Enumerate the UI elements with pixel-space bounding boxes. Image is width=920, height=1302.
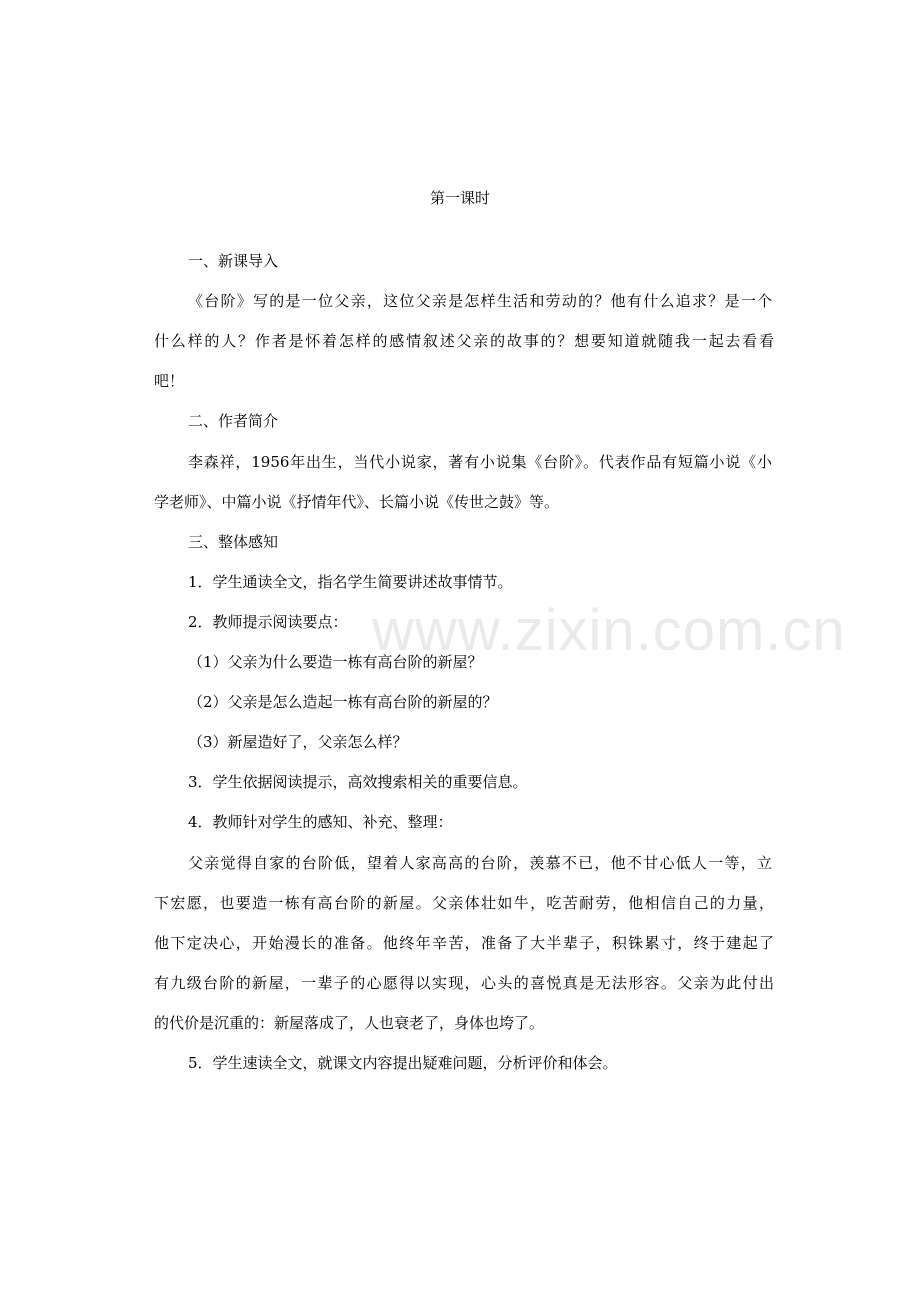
paragraph-line: 下宏愿，也要造一栋有高台阶的新屋。父亲体壮如牛，吃苦耐劳，他相信自己的力量， [154,894,774,912]
sub-list-item: （2）父亲是怎么造起一栋有高台阶的新屋的？ [188,693,498,711]
watermark: www.zixin.com.cn [372,598,846,663]
paragraph-line: 有九级台阶的新屋，一辈子的心愿得以实现，心头的喜悦真是无法形容。父亲为此付出 [154,974,774,992]
paragraph-line: 学老师》、中篇小说《抒情年代》、长篇小说《传世之鼓》等。 [154,493,560,511]
paragraph-line: 《台阶》写的是一位父亲，这位父亲是怎样生活和劳动的？他有什么追求？是一个 [188,292,772,310]
list-item: 3．学生依据阅读提示，高效搜索相关的重要信息。 [188,773,528,791]
paragraph-line: 父亲觉得自家的台阶低，望着人家高高的台阶，羡慕不已，他不甘心低人一等，立 [188,854,772,872]
list-item: 4．教师针对学生的感知、补充、整理： [188,813,453,831]
sub-list-item: （3）新屋造好了，父亲怎么样？ [188,733,408,751]
list-item: 2．教师提示阅读要点： [188,613,348,631]
sub-list-item: （1）父亲为什么要造一栋有高台阶的新屋？ [188,653,483,671]
heading-author: 二、作者简介 [188,412,279,430]
heading-intro: 一、新课导入 [188,252,279,270]
paragraph-line: 李森祥，1956年出生，当代小说家，著有小说集《台阶》。代表作品有短篇小说《小 [188,453,772,471]
page-title: 第一课时 [429,189,490,207]
list-item: 1．学生通读全文，指名学生简要讲述故事情节。 [188,573,513,591]
heading-overview: 三、整体感知 [188,533,279,551]
list-item: 5．学生速读全文，就课文内容提出疑难问题，分析评价和体会。 [188,1054,618,1072]
paragraph-line: 什么样的人？作者是怀着怎样的感情叙述父亲的故事的？想要知道就随我一起去看看 [154,332,774,350]
paragraph-line: 他下定决心，开始漫长的准备。他终年辛苦，准备了大半辈子，积铢累寸，终于建起了 [154,934,774,952]
paragraph-line: 的代价是沉重的：新屋落成了，人也衰老了，身体也垮了。 [154,1014,545,1032]
paragraph-line: 吧！ [154,372,185,390]
